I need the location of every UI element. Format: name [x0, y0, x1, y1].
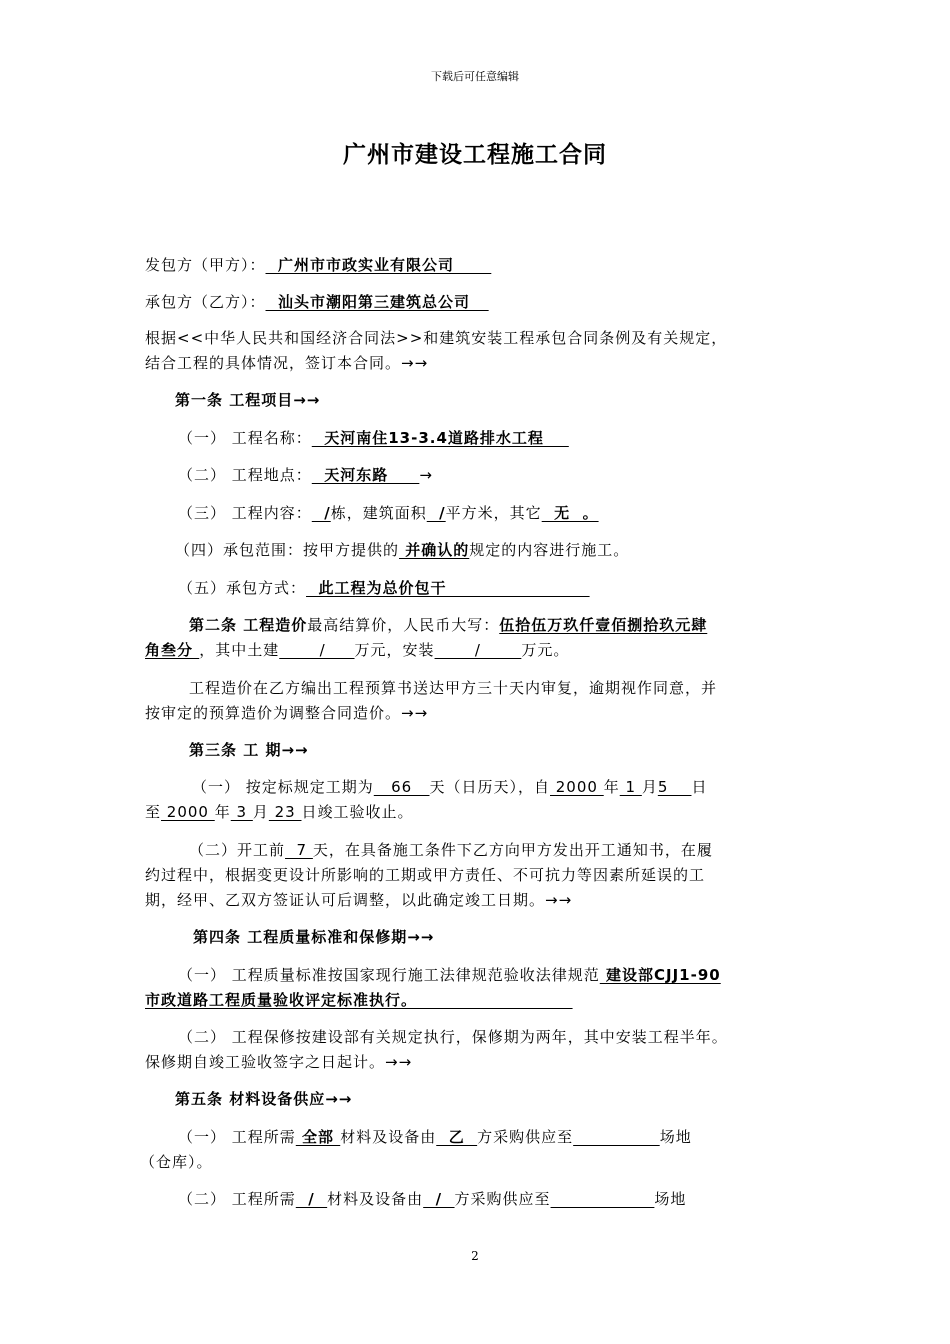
project-name-value: 天河南住13-3.4道路排水工程	[311, 429, 569, 447]
confirmed-value: 并确认的	[399, 541, 470, 559]
other-value: 无 。	[541, 504, 599, 522]
text-segment: 万元。	[521, 641, 570, 659]
schedule-line-2	[145, 802, 414, 822]
text-segment: 万元，安装	[354, 641, 435, 659]
warranty-line-2: 保修期自竣工验收签字之日起计。→→	[145, 1053, 413, 1071]
document-title: 广州市建设工程施工合同	[343, 142, 607, 168]
party-b-value: 汕头市潮阳第三建筑总公司	[265, 293, 489, 311]
material-supply-2-line	[178, 1189, 686, 1209]
text-segment: 年	[603, 778, 620, 796]
project-name-label: （一） 工程名称：	[178, 429, 312, 447]
text-segment: 天，在具备施工条件下乙方向甲方发出开工通知书，在履	[312, 841, 713, 859]
page-number: 2	[471, 1249, 479, 1263]
notice-days-value: 7	[285, 841, 313, 859]
party-b-line	[145, 292, 489, 312]
delivery-place-blank	[573, 1128, 660, 1146]
page-header: 下载后可任意编辑	[431, 70, 519, 83]
end-year-value: 2000	[161, 803, 215, 821]
text-segment: 方采购供应至	[477, 1128, 574, 1146]
quality-standard-value-end: 市政道路工程质量验收评定标准执行。	[145, 991, 573, 1009]
start-notice-line-1	[189, 840, 713, 860]
text-segment: （一） 工程所需	[178, 1128, 296, 1146]
duration-days-value: 66	[373, 778, 430, 796]
building-area-value: /	[426, 504, 446, 522]
text-segment: （二） 工程所需	[178, 1190, 296, 1208]
text-segment: 至	[145, 803, 162, 821]
project-location-line	[178, 465, 433, 485]
article-2-line-2	[145, 640, 569, 660]
text-segment: （四）承包范围：按甲方提供的	[175, 541, 400, 559]
install-cost-value: /	[434, 641, 522, 659]
party-a-value: 广州市市政实业有限公司	[265, 256, 492, 274]
text-segment: 月	[641, 778, 658, 796]
cost-review-line-1: 工程造价在乙方编出工程预算书送达甲方三十天内审复，逾期视作同意，并	[189, 679, 718, 697]
arrow-mark: →	[419, 466, 433, 484]
text-segment: 平方米，其它	[445, 504, 542, 522]
supplier-party-value: /	[423, 1190, 455, 1208]
text-segment: （一） 按定标规定工期为	[192, 778, 374, 796]
contract-method-label: （五）承包方式：	[178, 579, 307, 597]
text-segment: ，其中土建	[199, 641, 280, 659]
article-1-heading: 第一条 工程项目→→	[175, 391, 321, 409]
contract-scope-line	[175, 540, 629, 560]
party-a-line	[145, 255, 491, 275]
quality-line-2	[145, 990, 573, 1010]
quality-standard-value: 建设部CJJ1-90	[599, 966, 721, 984]
building-count-value: /	[311, 504, 331, 522]
text-segment: 月	[252, 803, 269, 821]
text-segment: 栋，建筑面积	[330, 504, 427, 522]
start-month-value: 1	[619, 778, 642, 796]
supplier-party-value: 乙	[436, 1128, 478, 1146]
start-notice-line-3: 期，经甲、乙双方签证认可后调整，以此确定竣工日期。→→	[145, 891, 573, 909]
start-year-value: 2000	[550, 778, 604, 796]
article-4-heading: 第四条 工程质量标准和保修期→→	[193, 928, 435, 946]
article-5-heading: 第五条 材料设备供应→→	[175, 1090, 353, 1108]
end-month-value: 3	[230, 803, 253, 821]
delivery-place-blank	[551, 1190, 655, 1208]
end-day-value: 23	[268, 803, 302, 821]
intro-line-2: 结合工程的具体情况，签订本合同。→→	[145, 354, 429, 372]
text-segment: 日	[691, 778, 708, 796]
text-segment: 最高结算价，人民币大写：	[307, 616, 500, 634]
article-2-line-1	[189, 615, 707, 635]
project-content-line	[178, 503, 599, 523]
intro-line-1: 根据<<中华人民共和国经济合同法>>和建筑安装工程承包合同条例及有关规定，	[145, 329, 728, 347]
start-day-value: 5	[657, 778, 692, 796]
text-segment: （二）开工前	[189, 841, 286, 859]
text-segment: 材料及设备由	[327, 1190, 424, 1208]
material-scope-value: /	[295, 1190, 328, 1208]
material-supply-line-1	[178, 1127, 692, 1147]
warranty-line-1: （二） 工程保修按建设部有关规定执行，保修期为两年，其中安装工程半年。	[178, 1028, 728, 1046]
start-notice-line-2: 约过程中，根据变更设计所影响的工期或甲方责任、不可抗力等因素所延误的工	[145, 866, 706, 884]
text-segment: （一） 工程质量标准按国家现行施工法律规范验收法律规范	[178, 966, 600, 984]
material-scope-value: 全部	[295, 1128, 341, 1146]
party-b-label: 承包方（乙方）：	[145, 293, 266, 311]
party-a-label: 发包方（甲方）：	[145, 256, 266, 274]
text-segment: 规定的内容进行施工。	[469, 541, 630, 559]
cost-review-line-2: 按审定的预算造价为调整合同造价。→→	[145, 704, 429, 722]
text-segment: 场地	[654, 1190, 687, 1208]
civil-cost-value: /	[279, 641, 355, 659]
project-name-line	[178, 428, 569, 448]
text-segment: 方采购供应至	[454, 1190, 551, 1208]
schedule-line-1	[192, 777, 707, 797]
project-location-value: 天河东路	[311, 466, 420, 484]
amount-value-end: 角叁分	[145, 641, 200, 659]
project-content-label: （三） 工程内容：	[178, 504, 312, 522]
project-location-label: （二） 工程地点：	[178, 466, 312, 484]
contract-method-value: 此工程为总价包干	[306, 579, 590, 597]
contract-method-line	[178, 578, 590, 598]
quality-line-1	[178, 965, 721, 985]
text-segment: 场地	[659, 1128, 692, 1146]
text-segment: 材料及设备由	[340, 1128, 437, 1146]
text-segment: 年	[214, 803, 231, 821]
article-3-heading: 第三条 工 期→→	[189, 741, 309, 759]
article-2-heading: 第二条 工程造价	[189, 616, 308, 634]
text-segment: 日竣工验收止。	[301, 803, 414, 821]
text-segment: 天（日历天），自	[429, 778, 550, 796]
material-supply-line-2: （仓库）。	[140, 1153, 213, 1171]
amount-value: 伍拾伍万玖仟壹佰捌拾玖元肆	[499, 616, 708, 634]
